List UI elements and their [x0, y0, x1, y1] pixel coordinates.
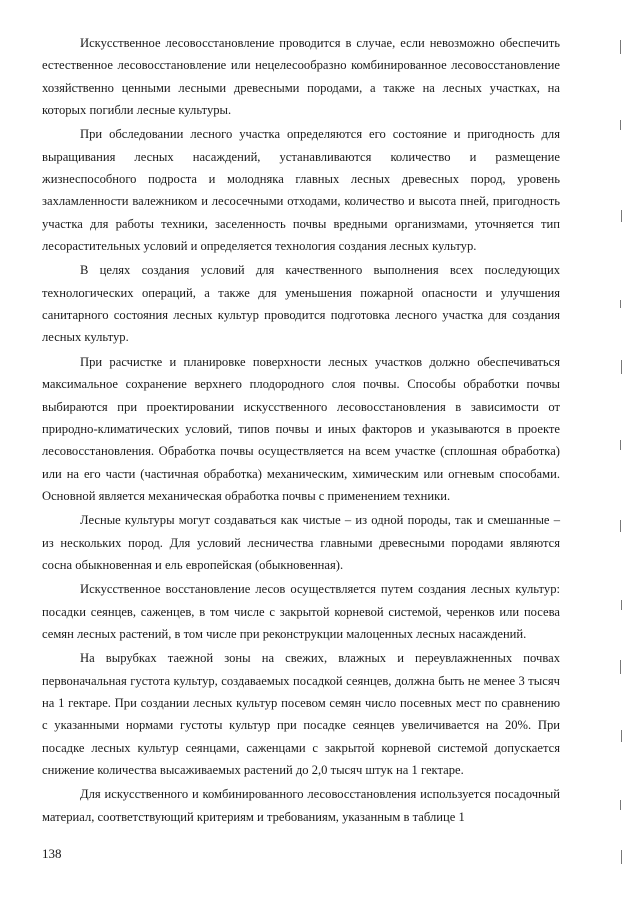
scan-mark — [620, 520, 621, 532]
document-body — [42, 32, 560, 828]
paragraph: Искусственное лесовосстановление проводится в случае, если невозможно обеспечить естественное лесовосстановление или нецелесообразно комбинированное лесовосстановление хозяйственно ценными лесными древесными породами, а также на лесных участках, на которых погибли лесные культуры. — [42, 36, 560, 118]
paragraph: На вырубках таежной зоны на свежих, влажных и переувлажненных почвах первоначальная густота культур, создаваемых посадкой сеянцев, должна быть не менее 3 тысяч на 1 гектаре. При создании лесных культур посевом семян число посевных мест по сравнению с указанными нормами густоты культур при посадке сеянцев увеличивается на 20%. При посадке лесных культур сеянцами, саженцами с закрытой корневой системой допускается снижение количества высаживаемых растений до 2,0 тысяч штук на 1 гектаре. — [42, 651, 560, 777]
page-number: 138 — [42, 846, 62, 861]
scan-mark — [621, 210, 622, 222]
scan-mark — [621, 730, 622, 742]
paragraph: При обследовании лесного участка определяются его состояние и пригодность для выращивания лесных насаждений, устанавливаются количество и размещение жизнеспособного подроста и молодняка главных лесных древесных пород, уровень захламленности валежником и лесосечными отходами, количество и высота пней, пригодность участка для работы техники, заселенность почвы вредными организмами, уточняется тип лесорастительных условий и определяется технология создания лесных культур. — [42, 127, 560, 254]
scan-mark — [621, 850, 622, 864]
scan-mark — [621, 600, 622, 610]
scan-mark — [620, 40, 621, 54]
scan-mark — [620, 440, 621, 450]
scan-mark — [621, 360, 622, 374]
paragraph: Лесные культуры могут создаваться как чистые – из одной породы, так и смешанные – из нескольких пород. Для условий лесничества главными древесными породами являются сосна обыкновенная и ель европейская (обыкновенная). — [42, 513, 560, 572]
scan-mark — [620, 300, 621, 308]
scan-edge-marks — [600, 0, 640, 905]
paragraph: Для искусственного и комбинированного лесовосстановления используется посадочный материал, соответствующий критериям и требованиям, указанным в таблице 1 — [42, 787, 560, 824]
paragraph: При расчистке и планировке поверхности лесных участков должно обеспечиваться максимальное сохранение верхнего плодородного слоя почвы. Способы обработки почвы выбираются при проектировании искусственного лесовосстановления в зависимости от природно-климатических условий, типов почвы и иных факторов и указываются в проекте лесовосстановления. Обработка почвы осуществляется на всем участке (сплошная обработка) или на его части (частичная обработка) механическим, химическим или огневым способами. Основной является механическая обработка почвы с применением техники. — [42, 354, 560, 503]
scan-mark — [620, 120, 621, 130]
paragraph: В целях создания условий для качественного выполнения всех последующих технологических операций, а также для уменьшения пожарной опасности и улучшения санитарного состояния лесных культур проводится подготовка лесного участка для создания лесных культур. — [42, 263, 560, 345]
scan-mark — [620, 800, 621, 810]
paragraph: Искусственное восстановление лесов осуществляется путем создания лесных культур: посадки сеянцев, саженцев, в том числе с закрытой корневой системой, черенков или посева семян лесных растений, в том числе при реконструкции малоценных лесных насаждений. — [42, 582, 560, 641]
scan-mark — [620, 660, 621, 674]
